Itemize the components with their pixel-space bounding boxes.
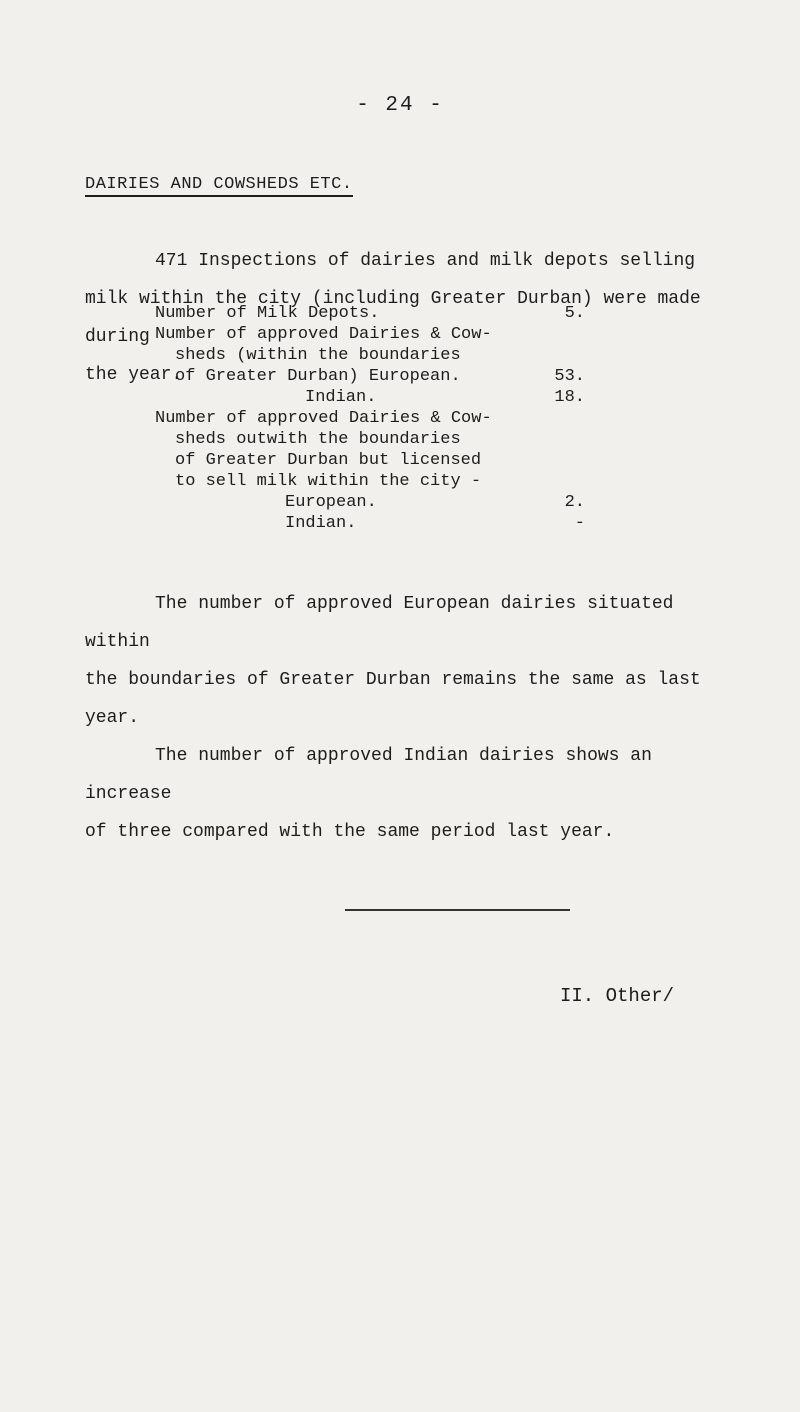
table-row: European. 2. [285, 493, 585, 512]
section-heading [85, 175, 353, 194]
page-number: - 24 - [356, 94, 444, 117]
section-heading-text: DAIRIES AND COWSHEDS ETC. [85, 175, 353, 197]
table-row: sheds (within the boundaries [175, 346, 461, 365]
table-row: Number of approved Dairies & Cow- [155, 409, 492, 428]
intro-line-2: milk within the city (including Greater Durban) were made during [85, 289, 701, 347]
table-row: of Greater Durban but licensed [175, 451, 482, 470]
intro-line-3: the year. [85, 365, 183, 385]
closing-line-3: The number of approved Indian dairies shows an increase [85, 746, 652, 804]
dairy-count-table [155, 303, 585, 534]
table-row: sheds outwith the boundaries [175, 430, 461, 449]
catchword: II. Other/ [560, 985, 675, 1007]
closing-line-4: of three compared with the same period last year. [85, 822, 615, 842]
divider-rule [345, 909, 570, 911]
table-row: Indian. 18. [305, 388, 585, 407]
table-row: Number of Milk Depots. 5. [155, 304, 585, 323]
table-row: Indian. - [285, 514, 585, 533]
closing-line-2: the boundaries of Greater Durban remains the same as last year. [85, 670, 701, 728]
table-row: of Greater Durban) European. 53. [175, 367, 585, 386]
closing-paragraph [85, 585, 725, 851]
table-row: to sell milk within the city - [175, 472, 482, 491]
intro-line-1: 471 Inspections of dairies and milk depots selling [155, 251, 696, 271]
closing-line-1: The number of approved European dairies situated within [85, 594, 674, 652]
table-row: Number of approved Dairies & Cow- [155, 325, 492, 344]
